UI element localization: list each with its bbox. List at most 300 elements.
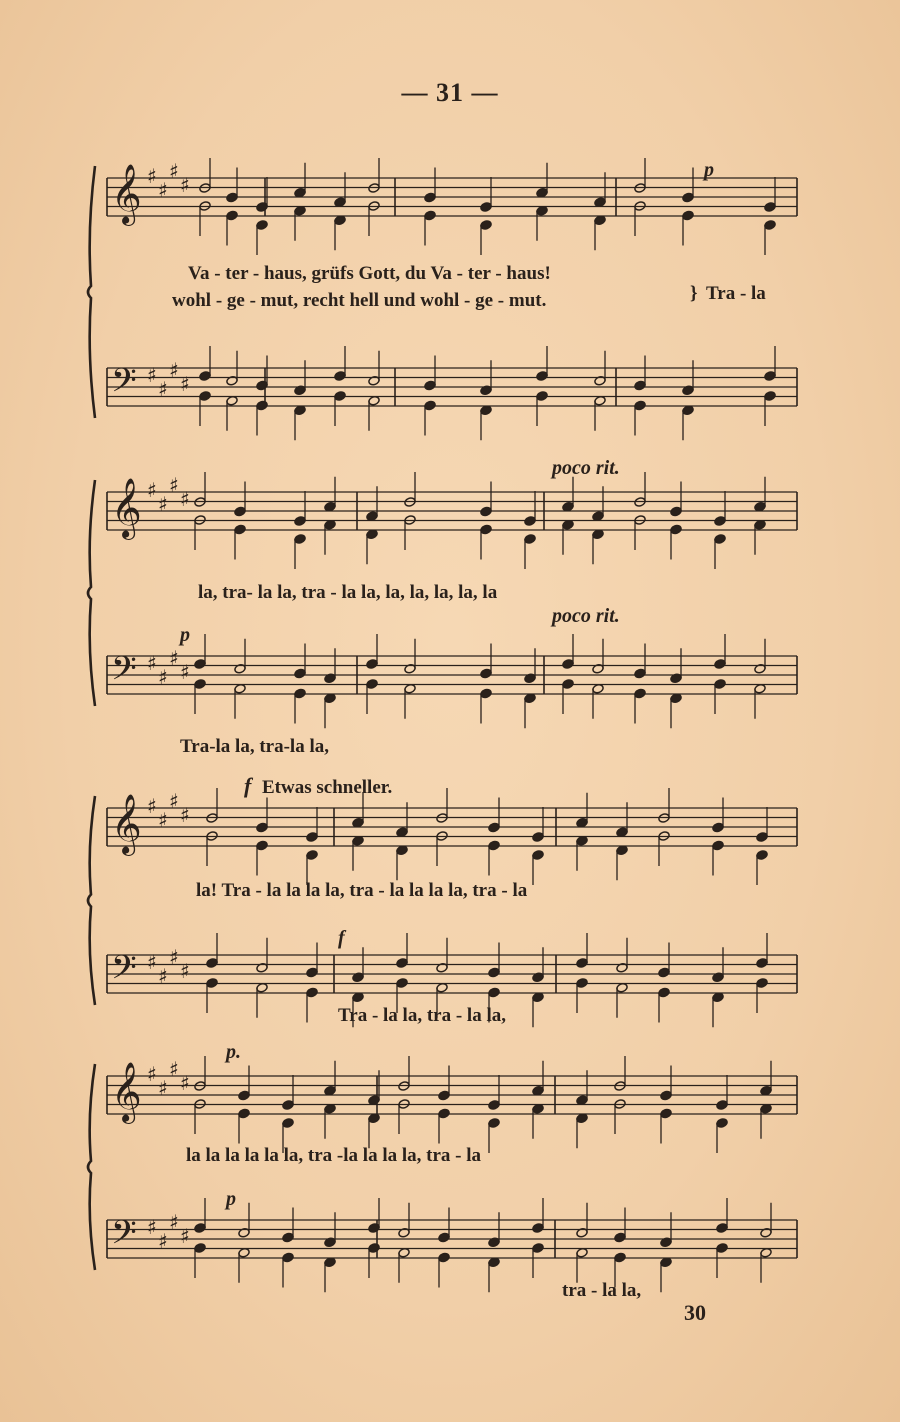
note-head (294, 516, 306, 527)
staff-lines (107, 178, 797, 1258)
note (536, 391, 548, 426)
note (306, 987, 318, 1022)
sharp-icon: ♯ (147, 950, 157, 974)
note (438, 1208, 450, 1243)
note (368, 395, 380, 430)
tempo-marking: Etwas schneller. (262, 777, 393, 798)
note-head (306, 967, 318, 978)
note (760, 1061, 772, 1096)
note (366, 634, 378, 669)
note-head (658, 987, 670, 998)
lyrics-lower: tra - la la, (562, 1280, 642, 1301)
note-head (194, 1243, 206, 1254)
sharp-icon: ♯ (180, 1071, 190, 1095)
note-head (524, 534, 536, 545)
dynamic-marking-lower: f (338, 927, 345, 949)
note-head (634, 668, 646, 679)
sharp-icon: ♯ (169, 945, 179, 969)
note-head (238, 1090, 250, 1101)
note (282, 1208, 294, 1243)
note (324, 519, 336, 554)
note (716, 1118, 728, 1153)
note-head (238, 1108, 250, 1119)
note-head (206, 978, 218, 989)
note-head (536, 391, 548, 402)
lyrics-line: la la la la la la, tra -la la la la, tra - la (186, 1145, 481, 1166)
note (424, 210, 436, 245)
note-head (714, 659, 726, 670)
dynamic-marking-lower: p (226, 1188, 236, 1210)
note-head (614, 1252, 626, 1263)
note (294, 491, 306, 526)
note (488, 1257, 500, 1292)
note-head (764, 371, 776, 382)
note (532, 850, 544, 885)
note-head (424, 210, 436, 221)
note-head (488, 1118, 500, 1129)
dynamic-marking: p. (226, 1041, 241, 1063)
note (562, 477, 574, 512)
sharp-icon: ♯ (147, 651, 157, 675)
note (480, 644, 492, 679)
note (524, 693, 536, 728)
system-brace (88, 796, 95, 1005)
note (532, 1061, 544, 1096)
note-head (532, 1223, 544, 1234)
note (294, 205, 306, 240)
sharp-icon: ♯ (158, 492, 168, 516)
note-head (256, 202, 268, 213)
note-head (256, 822, 268, 833)
note (532, 1103, 544, 1138)
note (352, 793, 364, 828)
note (682, 168, 694, 203)
note-head (714, 679, 726, 690)
note-head (614, 1232, 626, 1243)
note-head (716, 1100, 728, 1111)
note (614, 1208, 626, 1243)
sharp-icon: ♯ (147, 363, 157, 387)
sharp-icon: ♯ (180, 803, 190, 827)
note (306, 807, 318, 842)
note-head (756, 850, 768, 861)
note-head (199, 391, 211, 402)
note (199, 346, 211, 381)
note (206, 933, 218, 968)
note (294, 163, 306, 198)
note (756, 933, 768, 968)
lyrics-line: la, tra- la la, tra - la la, la, la, la, la, la (198, 582, 498, 603)
note (480, 524, 492, 559)
note-head (488, 822, 500, 833)
note (396, 933, 408, 968)
note-head (480, 220, 492, 231)
note (294, 688, 306, 723)
note (660, 1066, 672, 1101)
sharp-icon: ♯ (169, 789, 179, 813)
note-head (234, 524, 246, 535)
sharp-icon: ♯ (180, 1224, 190, 1248)
note (256, 400, 268, 435)
note-head (714, 534, 726, 545)
note-head (194, 679, 206, 690)
note (438, 1252, 450, 1287)
sharp-icon: ♯ (180, 660, 190, 684)
note (324, 1061, 336, 1096)
sharp-icon: ♯ (180, 959, 190, 983)
note (754, 683, 766, 718)
bass-clef-icon: 𝄢 (111, 949, 137, 995)
lyrics-lower: Tra - la la, tra - la la, (338, 1005, 506, 1026)
note-head (256, 220, 268, 231)
note-head (716, 1223, 728, 1234)
note-head (532, 1243, 544, 1254)
note (754, 519, 766, 554)
note-head (576, 978, 588, 989)
note-head (756, 978, 768, 989)
note (480, 688, 492, 723)
note (480, 220, 492, 255)
lyrics-line-1: Va - ter - haus, grüfs Gott, du Va - ter - haus! (188, 263, 551, 284)
note-head (660, 1108, 672, 1119)
sharp-icon: ♯ (158, 178, 168, 202)
note-head (199, 371, 211, 382)
note-head (294, 688, 306, 699)
treble-clef-icon: 𝄞 (111, 794, 142, 854)
sharp-icon: ♯ (158, 964, 168, 988)
note-head (438, 1108, 450, 1119)
note (714, 679, 726, 714)
note (424, 356, 436, 391)
note (714, 534, 726, 569)
sharp-icon: ♯ (158, 808, 168, 832)
note (488, 798, 500, 833)
note (634, 688, 646, 723)
sharp-icon: ♯ (158, 665, 168, 689)
note-head (480, 524, 492, 535)
note-head (488, 1100, 500, 1111)
tempo-marking: poco rit. (552, 457, 620, 479)
note-head (366, 659, 378, 670)
note-head (424, 380, 436, 391)
note (334, 346, 346, 381)
note (206, 978, 218, 1013)
note-head (480, 688, 492, 699)
note (562, 519, 574, 554)
note (334, 391, 346, 426)
note (234, 524, 246, 559)
note (256, 177, 268, 212)
note-head (424, 192, 436, 203)
note (760, 1103, 772, 1138)
note-head (682, 192, 694, 203)
note (576, 835, 588, 870)
note (670, 524, 682, 559)
note-head (716, 1118, 728, 1129)
system-brace (88, 166, 95, 418)
note (716, 1198, 728, 1233)
note (536, 346, 548, 381)
note-head (438, 1252, 450, 1263)
note (634, 644, 646, 679)
note (334, 215, 346, 250)
note (234, 482, 246, 517)
note (324, 1103, 336, 1138)
note-head (756, 832, 768, 843)
note (576, 933, 588, 968)
note (256, 220, 268, 255)
note (716, 1243, 728, 1278)
note-head (764, 391, 776, 402)
note (562, 679, 574, 714)
note (488, 1118, 500, 1153)
note-head (282, 1252, 294, 1263)
note (324, 477, 336, 512)
note (712, 992, 724, 1027)
note-head (488, 987, 500, 998)
note (194, 679, 206, 714)
note (488, 840, 500, 875)
brace-mark: } (690, 283, 698, 304)
note (282, 1075, 294, 1110)
sharp-icon: ♯ (147, 164, 157, 188)
note (396, 845, 408, 880)
note (756, 807, 768, 842)
note-head (660, 1090, 672, 1101)
note-head (536, 371, 548, 382)
note (532, 992, 544, 1027)
note-head (306, 987, 318, 998)
note-head (576, 958, 588, 969)
note (660, 1257, 672, 1292)
note (764, 220, 776, 255)
note (594, 215, 606, 250)
note (576, 793, 588, 828)
note (238, 1247, 250, 1282)
note (764, 391, 776, 426)
note-head (306, 850, 318, 861)
note (368, 1243, 380, 1278)
note-head (682, 210, 694, 221)
note-head (658, 967, 670, 978)
sharp-icon: ♯ (169, 473, 179, 497)
bass-clef-icon: 𝄢 (111, 650, 137, 696)
note-head (194, 659, 206, 670)
note-head (670, 524, 682, 535)
note (532, 1243, 544, 1278)
note (764, 177, 776, 212)
note-head (234, 506, 246, 517)
note (352, 835, 364, 870)
note (760, 1247, 772, 1282)
note-head (424, 400, 436, 411)
note (324, 693, 336, 728)
tempo-marking-lower: poco rit. (552, 605, 620, 627)
sharp-icon: ♯ (147, 1215, 157, 1239)
note-head (480, 202, 492, 213)
sharp-icon: ♯ (158, 1076, 168, 1100)
note-head (226, 210, 238, 221)
lyrics-line: la! Tra - la la la la, tra - la la la la, tra - la (196, 880, 528, 901)
note (256, 840, 268, 875)
note-head (396, 978, 408, 989)
sharp-icon: ♯ (169, 358, 179, 382)
note-head (334, 391, 346, 402)
note (368, 1198, 380, 1233)
note (536, 163, 548, 198)
note (634, 400, 646, 435)
note-head (282, 1100, 294, 1111)
dynamic-marking: p (180, 624, 190, 646)
sharp-icon: ♯ (169, 646, 179, 670)
note-head (764, 202, 776, 213)
note (306, 943, 318, 978)
note (634, 356, 646, 391)
note-head (194, 1223, 206, 1234)
note (712, 840, 724, 875)
note (488, 1075, 500, 1110)
note-head (226, 192, 238, 203)
note (238, 1066, 250, 1101)
note (256, 982, 268, 1017)
note-head (282, 1232, 294, 1243)
note (660, 1108, 672, 1143)
note (682, 210, 694, 245)
notes (194, 158, 776, 1292)
note-head (764, 220, 776, 231)
note (592, 529, 604, 564)
note (488, 943, 500, 978)
dynamic-marking: p (704, 159, 714, 181)
sharp-icon: ♯ (169, 1057, 179, 1081)
note-head (716, 1243, 728, 1254)
sharp-icon: ♯ (147, 794, 157, 818)
note-head (532, 850, 544, 861)
note (532, 807, 544, 842)
note-head (714, 516, 726, 527)
sharp-icon: ♯ (169, 159, 179, 183)
note (616, 982, 628, 1017)
note-head (532, 832, 544, 843)
bass-clef-icon: 𝄢 (111, 1214, 137, 1260)
note-head (256, 400, 268, 411)
note (226, 210, 238, 245)
note (234, 683, 246, 718)
treble-clef-icon: 𝄞 (111, 164, 142, 224)
note (764, 346, 776, 381)
note-head (488, 840, 500, 851)
note-head (634, 380, 646, 391)
note (756, 978, 768, 1013)
note (480, 177, 492, 212)
system-brace (88, 480, 95, 706)
system-braces (88, 166, 95, 1270)
lyrics-lower: Tra-la la, tra-la la, (180, 736, 329, 757)
note-head (282, 1118, 294, 1129)
note-head (396, 958, 408, 969)
note (424, 400, 436, 435)
note-head (366, 679, 378, 690)
note-head (562, 659, 574, 670)
note (424, 168, 436, 203)
note (562, 634, 574, 669)
note-head (368, 1223, 380, 1234)
note-head (306, 832, 318, 843)
note (368, 1113, 380, 1148)
note (282, 1252, 294, 1287)
sharp-icon: ♯ (147, 478, 157, 502)
note-head (368, 1243, 380, 1254)
signature-number: 30 (684, 1300, 706, 1325)
note-head (488, 967, 500, 978)
lyrics-tail: Tra - la (706, 283, 766, 304)
note (576, 1247, 588, 1282)
note-head (524, 516, 536, 527)
note (398, 1247, 410, 1282)
note-head (334, 371, 346, 382)
note (670, 482, 682, 517)
note (226, 395, 238, 430)
sharp-icon: ♯ (169, 1210, 179, 1234)
note (536, 205, 548, 240)
note (199, 391, 211, 426)
note-head (562, 679, 574, 690)
note (658, 987, 670, 1022)
note-head (480, 668, 492, 679)
note-head (670, 506, 682, 517)
page-number: — 31 — (401, 78, 499, 107)
lyrics-line-2: wohl - ge - mut, recht hell und wohl - ge - mut. (172, 290, 547, 311)
note (754, 477, 766, 512)
note-head (294, 668, 306, 679)
note (670, 693, 682, 728)
treble-clef-icon: 𝄞 (111, 1062, 142, 1122)
note (324, 1257, 336, 1292)
note-head (712, 840, 724, 851)
note-head (756, 958, 768, 969)
note (438, 1108, 450, 1143)
bar-lines (107, 178, 797, 1258)
note-head (438, 1090, 450, 1101)
note (616, 845, 628, 880)
note (366, 679, 378, 714)
note (594, 395, 606, 430)
note (294, 534, 306, 569)
system-brace (88, 1064, 95, 1270)
note (756, 850, 768, 885)
note (712, 798, 724, 833)
note-head (256, 840, 268, 851)
note (480, 482, 492, 517)
note (438, 1066, 450, 1101)
note-head (206, 958, 218, 969)
note (404, 683, 416, 718)
note (658, 943, 670, 978)
note (294, 405, 306, 440)
note (194, 1198, 206, 1233)
note-head (634, 400, 646, 411)
sharp-icon: ♯ (180, 487, 190, 511)
note-head (634, 688, 646, 699)
sharp-icon: ♯ (180, 372, 190, 396)
note (592, 683, 604, 718)
sharp-icon: ♯ (180, 173, 190, 197)
note (524, 491, 536, 526)
bass-clef-icon: 𝄢 (111, 362, 137, 408)
note (714, 491, 726, 526)
note (194, 634, 206, 669)
sharp-icon: ♯ (158, 377, 168, 401)
